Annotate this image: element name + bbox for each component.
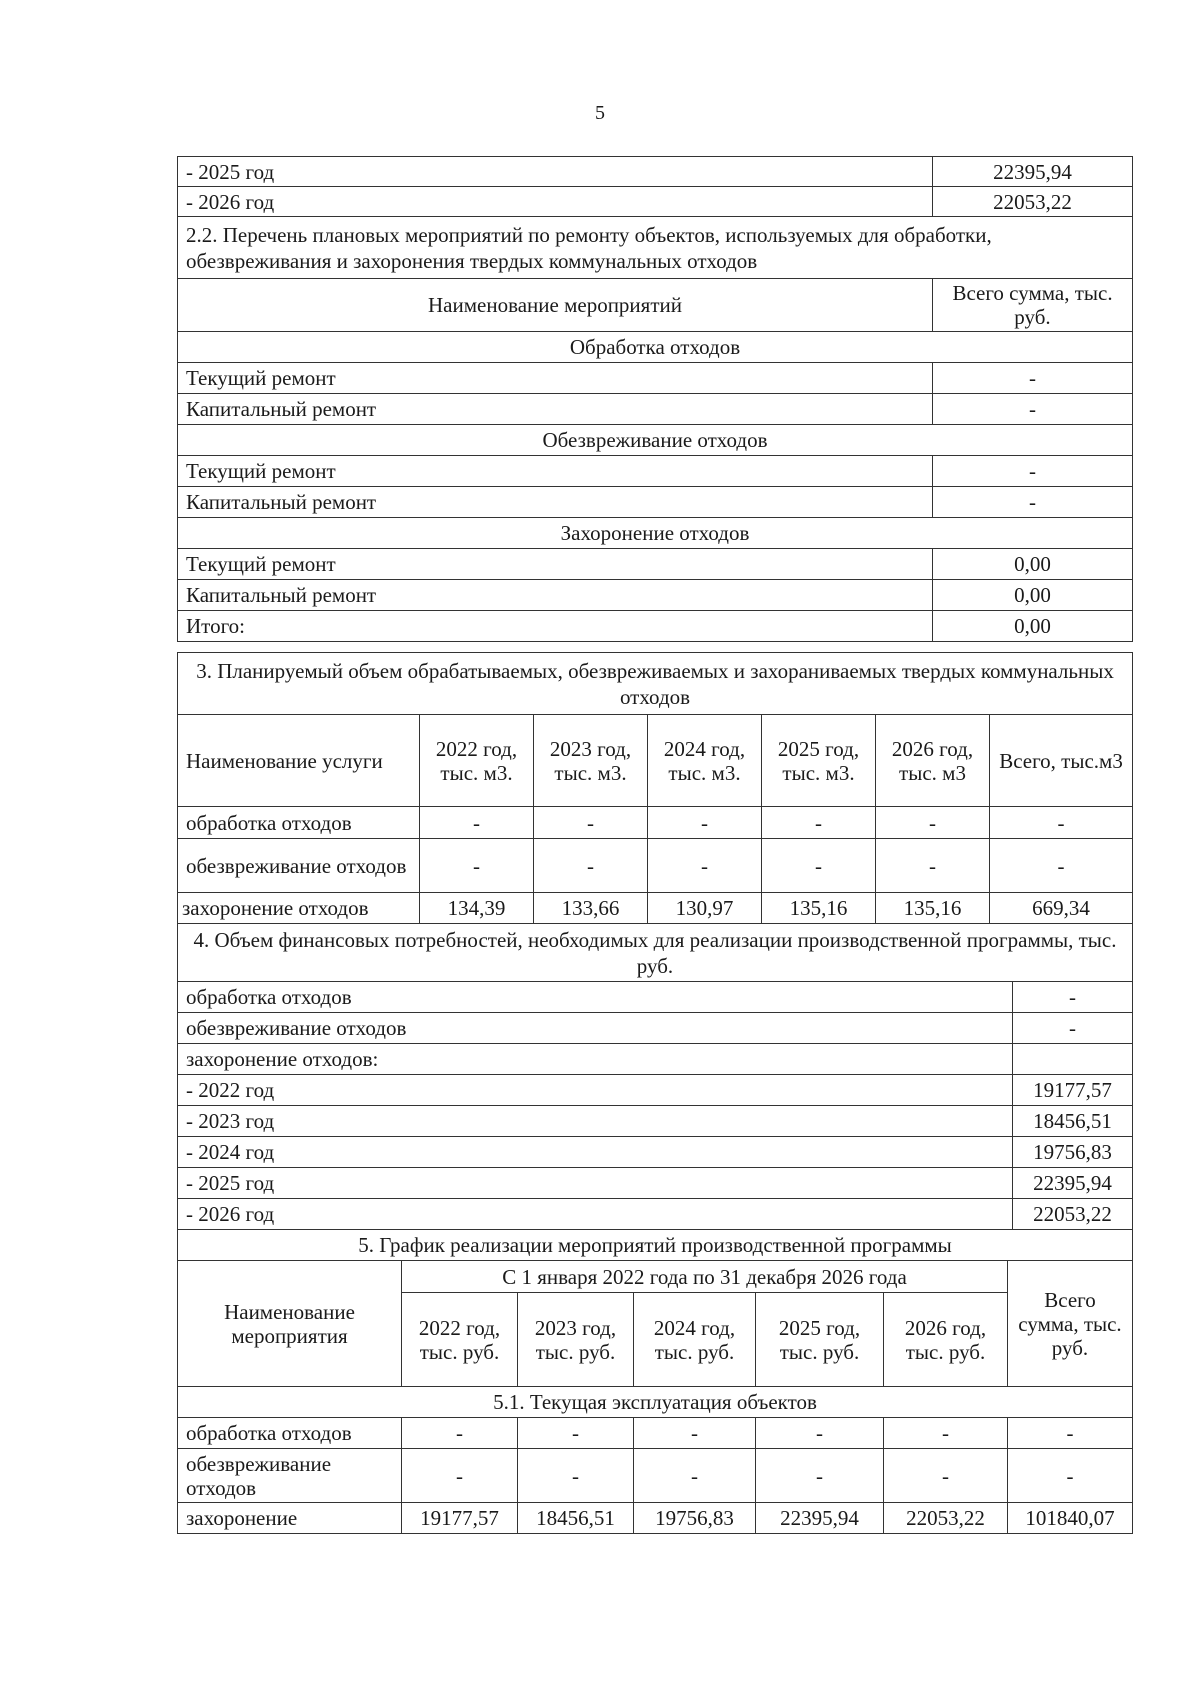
row-value: 0,00 [933,580,1133,611]
row-value: 19177,57 [1013,1075,1133,1106]
repair-plan-table [177,156,1133,642]
row-label: захоронение [178,1503,402,1534]
table-row [178,807,1133,839]
cell-value: - [518,1449,634,1503]
row-value: 0,00 [933,611,1133,642]
row-label: - 2025 год [178,157,933,187]
section-4-title: 4. Объем финансовых потребностей, необходимых для реализации производственной программы, тыс. руб. [178,924,1133,982]
cell-value: - [876,807,990,839]
group-title-row [178,518,1133,549]
cell-value: 135,16 [876,893,990,924]
section-title-row [178,924,1133,982]
row-label: - 2025 год [178,1168,1013,1199]
section-2-2-title: 2.2. Перечень плановых мероприятий по ремонту объектов, используемых для обработки, обезвреживания и захоронения твердых коммунальных отходов [178,217,1133,279]
table-row [178,157,1133,187]
subtitle-row [178,1387,1133,1418]
table-row [178,549,1133,580]
table-row [178,363,1133,394]
table-row [178,1013,1133,1044]
row-value: - [933,394,1133,425]
group-title-row [178,332,1133,363]
table-row [178,1044,1133,1075]
cell-value: 133,66 [534,893,648,924]
cell-value: - [756,1418,884,1449]
row-label: обезвреживание отходов [178,1013,1013,1044]
group-title-row [178,425,1133,456]
section-title-row [178,1230,1133,1261]
row-value: 0,00 [933,549,1133,580]
table-row [178,1137,1133,1168]
cell-value: - [884,1449,1008,1503]
cell-value: - [990,807,1133,839]
cell-value: - [648,839,762,893]
cell-value: - [762,839,876,893]
table-row [178,394,1133,425]
cell-value: 22395,94 [756,1503,884,1534]
row-value: 22395,94 [1013,1168,1133,1199]
cell-value: - [756,1449,884,1503]
row-label: обезвреживание отходов [178,839,420,893]
column-header-2026: 2026 год, тыс. руб. [884,1293,1008,1387]
row-value: 18456,51 [1013,1106,1133,1137]
cell-value: 19177,57 [402,1503,518,1534]
cell-value: - [884,1418,1008,1449]
table-row [178,1199,1133,1230]
row-value: - [1013,1013,1133,1044]
column-header-2025: 2025 год, тыс. м3. [762,715,876,807]
cell-value: - [634,1449,756,1503]
row-label: Текущий ремонт [178,456,933,487]
row-label: обработка отходов [178,1418,402,1449]
row-label: захоронение отходов [178,893,420,924]
section-5-1-title: 5.1. Текущая эксплуатация объектов [178,1387,1133,1418]
cell-value: - [420,839,534,893]
cell-value: 18456,51 [518,1503,634,1534]
column-header-2024: 2024 год, тыс. м3. [648,715,762,807]
column-header-service: Наименование услуги [178,715,420,807]
header-row [178,279,1133,332]
cell-value: - [648,807,762,839]
cell-value: 669,34 [990,893,1133,924]
section-3-title: 3. Планируемый объем обрабатываемых, обезвреживаемых и захораниваемых твердых коммунальных отходов [178,653,1133,715]
cell-value: - [1008,1449,1133,1503]
row-label: - 2026 год [178,1199,1013,1230]
section-title-row [178,217,1133,279]
cell-value: - [990,839,1133,893]
cell-value: - [762,807,876,839]
cell-value: 135,16 [762,893,876,924]
cell-value: 19756,83 [634,1503,756,1534]
waste-volume-table [177,652,1133,924]
column-header-2022: 2022 год, тыс. руб. [402,1293,518,1387]
row-label: Итого: [178,611,933,642]
table-row [178,1449,1133,1503]
cell-value: - [534,839,648,893]
table-row [178,982,1133,1013]
table-row [178,1075,1133,1106]
cell-value: - [876,839,990,893]
row-value: - [933,363,1133,394]
header-row [178,715,1133,807]
row-label: Текущий ремонт [178,549,933,580]
row-value: 22053,22 [933,187,1133,217]
column-header-2024: 2024 год, тыс. руб. [634,1293,756,1387]
row-value: 19756,83 [1013,1137,1133,1168]
row-label: - 2026 год [178,187,933,217]
cell-value: 22053,22 [884,1503,1008,1534]
column-header-total: Всего сумма, тыс. руб. [1008,1261,1133,1387]
row-label: обработка отходов [178,982,1013,1013]
cell-value: - [518,1418,634,1449]
header-row [178,1261,1133,1293]
row-label: - 2022 год [178,1075,1013,1106]
row-value: - [933,456,1133,487]
row-label: - 2024 год [178,1137,1013,1168]
period-header: С 1 января 2022 года по 31 декабря 2026 года [402,1261,1008,1293]
row-label: Капитальный ремонт [178,580,933,611]
row-value [1013,1044,1133,1075]
column-header-2025: 2025 год, тыс. руб. [756,1293,884,1387]
table-row [178,1106,1133,1137]
table-row [178,487,1133,518]
column-header-2023: 2023 год, тыс. руб. [518,1293,634,1387]
row-label: Текущий ремонт [178,363,933,394]
table-row [178,1503,1133,1534]
table-row [178,1418,1133,1449]
column-header-total: Всего сумма, тыс. руб. [933,279,1133,332]
row-value: 22395,94 [933,157,1133,187]
cell-value: - [402,1449,518,1503]
row-value: - [933,487,1133,518]
group-title: Обезвреживание отходов [178,425,1133,456]
table-row [178,456,1133,487]
group-title: Обработка отходов [178,332,1133,363]
cell-value: 134,39 [420,893,534,924]
cell-value: - [634,1418,756,1449]
cell-value: - [420,807,534,839]
cell-value: 130,97 [648,893,762,924]
column-header-2023: 2023 год, тыс. м3. [534,715,648,807]
cell-value: - [402,1418,518,1449]
column-header-name: Наименование мероприятий [178,279,933,332]
column-header-total: Всего, тыс.м3 [990,715,1133,807]
column-header-2022: 2022 год, тыс. м3. [420,715,534,807]
group-title: Захоронение отходов [178,518,1133,549]
column-header-name: Наименование мероприятия [178,1261,402,1387]
section-5-title: 5. График реализации мероприятий производственной программы [178,1230,1133,1261]
row-label: Капитальный ремонт [178,394,933,425]
row-label: захоронение отходов: [178,1044,1013,1075]
row-label: обезвреживание отходов [178,1449,402,1503]
row-label: Капитальный ремонт [178,487,933,518]
schedule-table [177,1229,1133,1534]
table-row [178,611,1133,642]
table-row [178,187,1133,217]
cell-value: 101840,07 [1008,1503,1133,1534]
table-row [178,580,1133,611]
row-label: - 2023 год [178,1106,1013,1137]
row-value: 22053,22 [1013,1199,1133,1230]
cell-value: - [534,807,648,839]
column-header-2026: 2026 год, тыс. м3 [876,715,990,807]
financial-needs-table [177,923,1133,1230]
row-value: - [1013,982,1133,1013]
page-number: 5 [595,102,605,124]
table-row [178,839,1133,893]
row-label: обработка отходов [178,807,420,839]
section-title-row [178,653,1133,715]
table-row [178,893,1133,924]
cell-value: - [1008,1418,1133,1449]
table-row [178,1168,1133,1199]
